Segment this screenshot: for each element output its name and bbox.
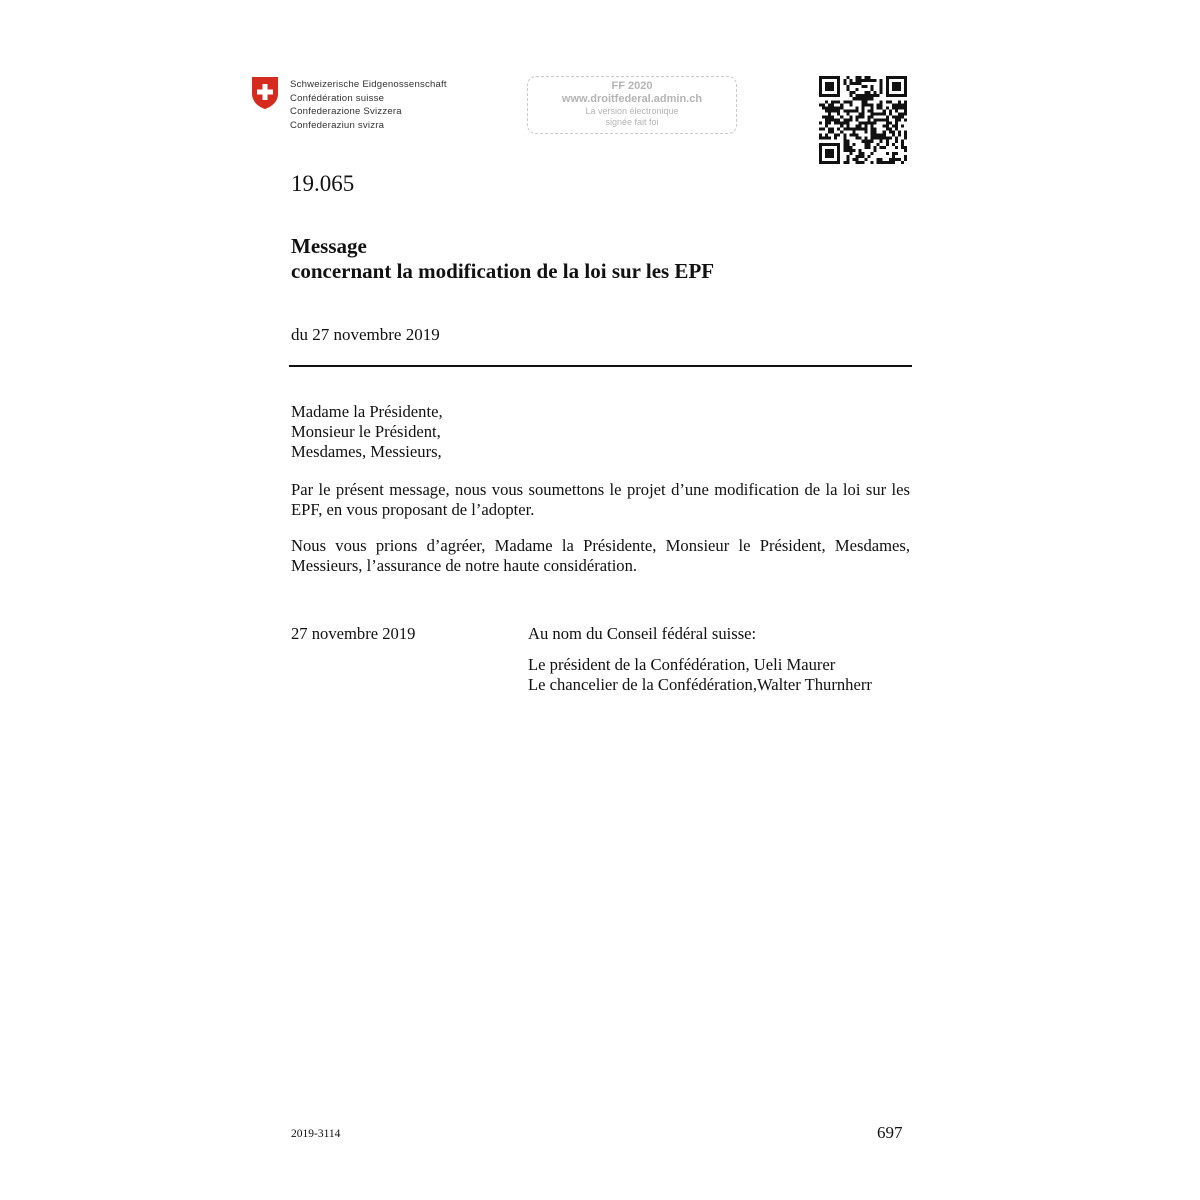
page-number: 697 — [877, 1123, 903, 1142]
signature-president: Le président de la Confédération, Ueli Maurer — [528, 655, 836, 674]
salutation — [291, 402, 910, 462]
agency-name-de: Schweizerische Eidgenossenschaft — [290, 79, 447, 90]
salutation-line: Mesdames, Messieurs, — [291, 442, 442, 461]
stamp-ff: FF 2020 — [611, 80, 653, 92]
paragraph-proposal: Par le présent message, nous vous soumettons le projet d’une modification de la loi sur les EPF, en vous proposant de l’adopter. — [291, 480, 910, 519]
stamp-url: www.droitfederal.admin.ch — [561, 93, 703, 105]
signature-on-behalf: Au nom du Conseil fédéral suisse: — [528, 624, 757, 643]
signature-date: 27 novembre 2019 — [291, 624, 416, 643]
stamp-note-1: La version électronique — [585, 106, 679, 116]
salutation-line: Monsieur le Président, — [291, 422, 441, 441]
agency-name-fr: Confédération suisse — [290, 92, 385, 104]
paragraph-closing: Nous vous prions d’agréer, Madame la Présidente, Monsieur le Président, Mesdames, Messieurs, l’assurance de notre haute considération. — [291, 536, 910, 575]
footer-reference: 2019-3114 — [291, 1128, 341, 1140]
title-line-1: Message — [291, 234, 367, 258]
agency-name-it: Confederazione Svizzera — [290, 106, 402, 118]
agency-names — [290, 78, 447, 132]
document-title — [291, 234, 714, 284]
qr-code-icon — [819, 76, 907, 164]
document-date: du 27 novembre 2019 — [291, 325, 440, 344]
divider — [289, 365, 912, 367]
title-line-2: concernant la modification de la loi sur les EPF — [291, 259, 715, 283]
swiss-crest-icon — [251, 76, 279, 110]
agency-name-rm: Confederaziun svizra — [290, 119, 385, 131]
publication-stamp — [527, 76, 737, 134]
document-number: 19.065 — [291, 171, 355, 196]
salutation-line: Madame la Présidente, — [291, 402, 443, 421]
signature-chancellor: Le chancelier de la Confédération,Walter Thurnherr — [528, 675, 872, 694]
signature-block — [528, 624, 872, 695]
stamp-note-2: signée fait foi — [605, 117, 659, 127]
